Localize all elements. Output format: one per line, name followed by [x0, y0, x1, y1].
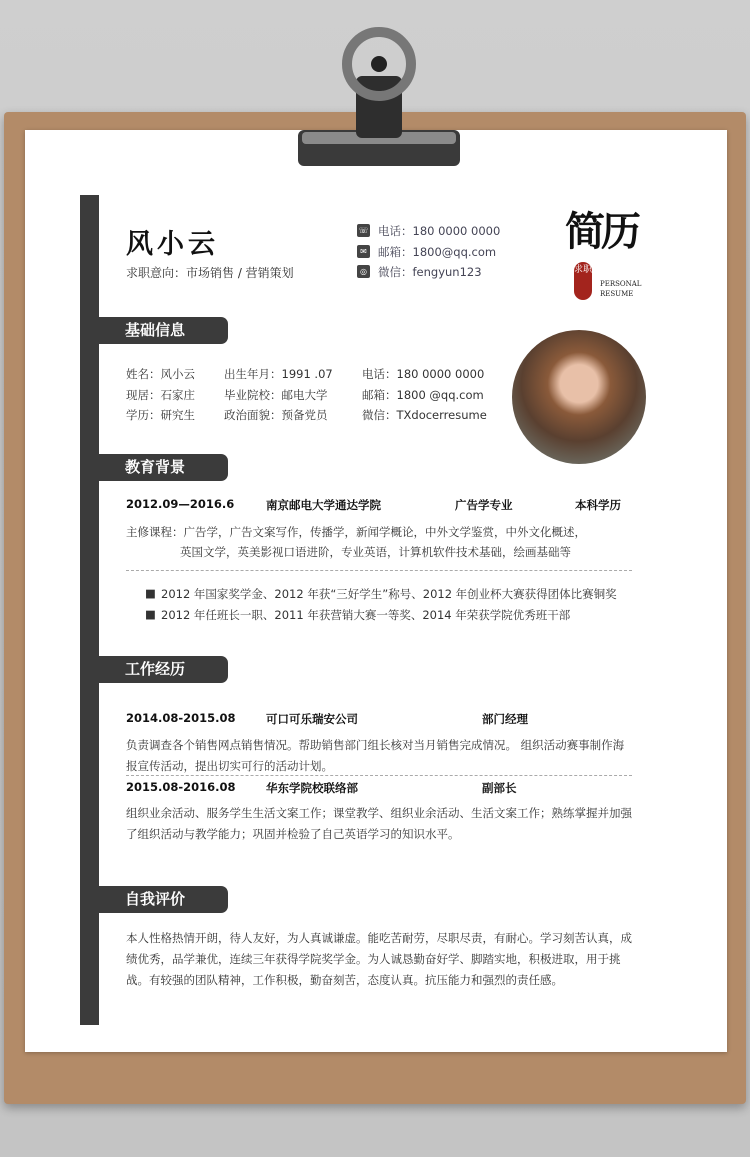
- email-icon: ✉: [357, 245, 370, 258]
- info-email: 邮箱：1800 @qq.com: [362, 388, 484, 402]
- logo-en-1: PERSONAL: [600, 280, 642, 288]
- edu-school: 南京邮电大学通达学院: [266, 498, 381, 512]
- job-company: 华东学院校联络部: [266, 781, 358, 795]
- job-description: 负责调查各个销售网点销售情况。帮助销售部门组长核对当月销售完成情况。 组织活动赛事制作海报宣传活动，提出切实可行的活动计划。: [126, 738, 625, 773]
- job-company: 可口可乐瑞安公司: [266, 712, 358, 726]
- section-self-evaluation: 自我评价: [80, 886, 228, 913]
- logo-title: 简历: [565, 208, 637, 255]
- info-wechat: 微信：TXdocerresume: [362, 408, 487, 422]
- job-period: 2014.08-2015.08: [126, 711, 236, 725]
- profile-photo: [512, 330, 646, 464]
- info-politics: 政治面貌：预备党员: [224, 408, 328, 422]
- contact-email: 邮箱：1800@qq.com: [378, 245, 497, 259]
- award-bullet: ■: [145, 607, 156, 621]
- award-item: 2012 年任班长一职、2011 年获营销大赛一等奖、2014 年荣获学院优秀班干部: [161, 608, 571, 622]
- info-birth: 出生年月：1991 .07: [224, 367, 333, 381]
- info-phone: 电话：180 0000 0000: [362, 367, 485, 381]
- binder-clip-icon: [298, 26, 460, 168]
- edu-major: 广告学专业: [455, 498, 513, 512]
- info-school: 毕业院校：邮电大学: [224, 388, 328, 402]
- job-role: 部门经理: [482, 712, 528, 726]
- wechat-icon: ◎: [357, 265, 370, 278]
- phone-icon: ☏: [358, 226, 369, 235]
- divider: [126, 775, 632, 776]
- contact-phone: 电话：180 0000 0000: [378, 224, 501, 238]
- logo-en-2: RESUME: [600, 290, 634, 298]
- job-role: 副部长: [482, 781, 517, 795]
- section-basic-info: 基础信息: [80, 317, 228, 344]
- section-work: 工作经历: [80, 656, 228, 683]
- edu-period: 2012.09—2016.6: [126, 497, 235, 511]
- info-name: 姓名：风小云: [126, 367, 195, 381]
- award-item: 2012 年国家奖学金、2012 年获“三好学生”称号、2012 年创业杯大赛获得团体比赛铜奖: [161, 587, 617, 601]
- job-period: 2015.08-2016.08: [126, 780, 236, 794]
- self-evaluation-text: 本人性格热情开朗，待人友好，为人真诚谦虚。能吃苦耐劳，尽职尽责，有耐心。学习刻苦认真，成绩优秀，品学兼优，连续三年获得学院奖学金。为人诚恳勤奋好学、脚踏实地，积极进取，用于挑战。有较强的团队精神，工作积极，勤奋刻苦，态度认真。抗压能力和强烈的责任感。: [126, 931, 632, 987]
- edu-degree: 本科学历: [575, 498, 621, 512]
- divider: [126, 570, 632, 571]
- logo-seal: 求职: [574, 262, 592, 300]
- edu-courses-line1: 主修课程：广告学，广告文案写作，传播学，新闻学概论，中外文学鉴赏，中外文化概述，: [126, 525, 586, 539]
- candidate-name: 风小云: [126, 229, 219, 260]
- job-intent: 求职意向：市场销售 / 营销策划: [126, 266, 294, 280]
- info-residence: 现居：石家庄: [126, 388, 195, 402]
- contact-wechat: 微信：fengyun123: [378, 265, 482, 279]
- section-education: 教育背景: [80, 454, 228, 481]
- edu-courses-line2: 英国文学，英美影视口语进阶，专业英语，计算机软件技术基础，绘画基础等: [180, 545, 571, 559]
- award-bullet: ■: [145, 586, 156, 600]
- job-description: 组织业余活动、服务学生生活文案工作；课堂教学、组织业余活动、生活文案工作；熟练掌握并加强了组织活动与教学能力；巩固并检验了自己英语学习的知识水平。: [126, 806, 632, 841]
- info-education: 学历：研究生: [126, 408, 195, 422]
